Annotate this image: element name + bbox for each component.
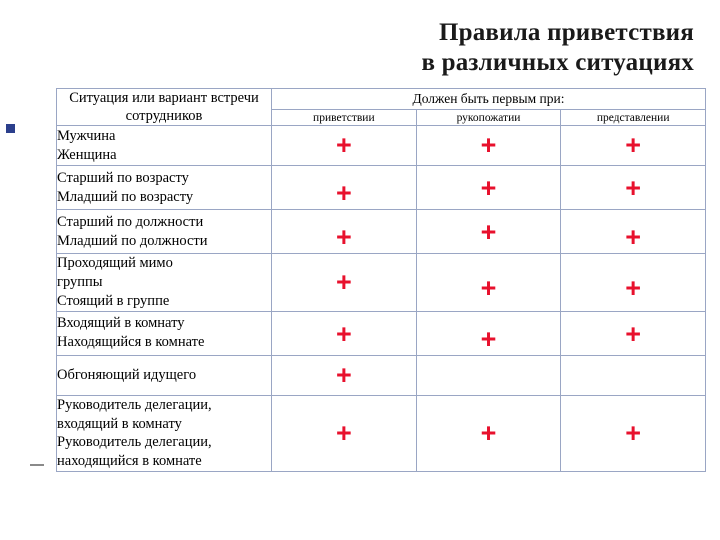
plus-icon: + bbox=[625, 173, 642, 204]
plus-icon: + bbox=[335, 417, 352, 448]
mark-cell-greeting bbox=[272, 126, 417, 166]
situation-cell bbox=[57, 166, 272, 210]
situation-line: Руководитель делегации, bbox=[57, 396, 212, 413]
situation-line: Женщина bbox=[57, 146, 117, 163]
plus-icon: + bbox=[625, 273, 642, 304]
mark-cell-greeting bbox=[272, 355, 417, 395]
mark-cell-handshake bbox=[416, 166, 561, 210]
situation-line: Руководитель делегации, bbox=[57, 434, 212, 451]
situation-line: Старший по возрасту bbox=[57, 169, 189, 186]
mark-cell-introduction bbox=[561, 311, 706, 355]
situation-line: Старший по должности bbox=[57, 213, 204, 230]
mark-cell-introduction bbox=[561, 210, 706, 254]
mark-cell-greeting bbox=[272, 166, 417, 210]
mark-cell-introduction bbox=[561, 355, 706, 395]
column-header-greeting: приветствии bbox=[272, 110, 417, 126]
mark-cell-greeting bbox=[272, 311, 417, 355]
mark-cell-handshake bbox=[416, 210, 561, 254]
situation-line: группы bbox=[57, 274, 103, 291]
plus-icon: + bbox=[625, 222, 642, 253]
mark-cell-handshake bbox=[416, 395, 561, 471]
table-row bbox=[57, 254, 706, 312]
situation-cell bbox=[57, 311, 272, 355]
mark-cell-handshake bbox=[416, 355, 561, 395]
mark-cell-greeting bbox=[272, 254, 417, 312]
situation-cell bbox=[57, 395, 272, 471]
plus-icon: + bbox=[480, 273, 497, 304]
page-title bbox=[0, 0, 720, 77]
situation-line: Обгоняющий идущего bbox=[57, 366, 197, 383]
greeting-rules-table-wrap bbox=[56, 88, 706, 472]
page-title-line-1: Правила приветствия bbox=[438, 19, 694, 46]
table-row bbox=[57, 395, 706, 471]
plus-icon: + bbox=[480, 217, 497, 248]
decor-mark-left-top bbox=[6, 124, 15, 133]
plus-icon: + bbox=[625, 318, 642, 349]
plus-icon: + bbox=[480, 417, 497, 448]
situation-line: входящий в комнату bbox=[57, 415, 182, 432]
plus-icon: + bbox=[335, 178, 352, 209]
situation-line: Мужчина bbox=[57, 127, 116, 144]
row-header-title-line-2: встречи сотрудников bbox=[125, 90, 259, 125]
column-header-introduction: представлении bbox=[561, 110, 706, 126]
plus-icon: + bbox=[480, 173, 497, 204]
situation-cell bbox=[57, 210, 272, 254]
situation-line: находящийся в комнате bbox=[57, 453, 202, 470]
mark-cell-introduction bbox=[561, 254, 706, 312]
situation-line: Входящий в комнату bbox=[57, 315, 185, 332]
row-header-title-line-1: Ситуация или вариант bbox=[69, 90, 208, 106]
plus-icon: + bbox=[335, 267, 352, 298]
plus-icon: + bbox=[335, 222, 352, 253]
table-row bbox=[57, 311, 706, 355]
situation-line: Находящийся в комнате bbox=[57, 334, 205, 351]
situation-line: Проходящий мимо bbox=[57, 255, 173, 272]
table-row bbox=[57, 126, 706, 166]
situation-cell bbox=[57, 355, 272, 395]
table-header-row bbox=[57, 89, 706, 110]
plus-icon: + bbox=[480, 130, 497, 161]
plus-icon: + bbox=[480, 323, 497, 354]
situation-cell bbox=[57, 254, 272, 312]
mark-cell-introduction bbox=[561, 166, 706, 210]
situation-line: Младший по возрасту bbox=[57, 188, 194, 205]
situation-cell bbox=[57, 126, 272, 166]
table-row bbox=[57, 355, 706, 395]
mark-cell-handshake bbox=[416, 254, 561, 312]
mark-cell-handshake bbox=[416, 311, 561, 355]
table-row bbox=[57, 166, 706, 210]
page-title-line-2: в различных ситуациях bbox=[421, 48, 694, 76]
plus-icon: + bbox=[625, 417, 642, 448]
group-header: Должен быть первым при: bbox=[272, 89, 706, 110]
mark-cell-handshake bbox=[416, 126, 561, 166]
plus-icon: + bbox=[335, 318, 352, 349]
plus-icon: + bbox=[625, 130, 642, 161]
plus-icon: + bbox=[335, 130, 352, 161]
plus-icon: + bbox=[335, 359, 352, 390]
mark-cell-greeting bbox=[272, 395, 417, 471]
greeting-rules-table bbox=[56, 88, 706, 472]
mark-cell-greeting bbox=[272, 210, 417, 254]
situation-line: Младший по должности bbox=[57, 232, 208, 249]
column-header-handshake: рукопожатии bbox=[416, 110, 561, 126]
mark-cell-introduction bbox=[561, 126, 706, 166]
row-header-title bbox=[57, 89, 272, 126]
table-row bbox=[57, 210, 706, 254]
decor-mark-left-bottom bbox=[30, 464, 44, 466]
situation-line: Стоящий в группе bbox=[57, 292, 170, 309]
mark-cell-introduction bbox=[561, 395, 706, 471]
